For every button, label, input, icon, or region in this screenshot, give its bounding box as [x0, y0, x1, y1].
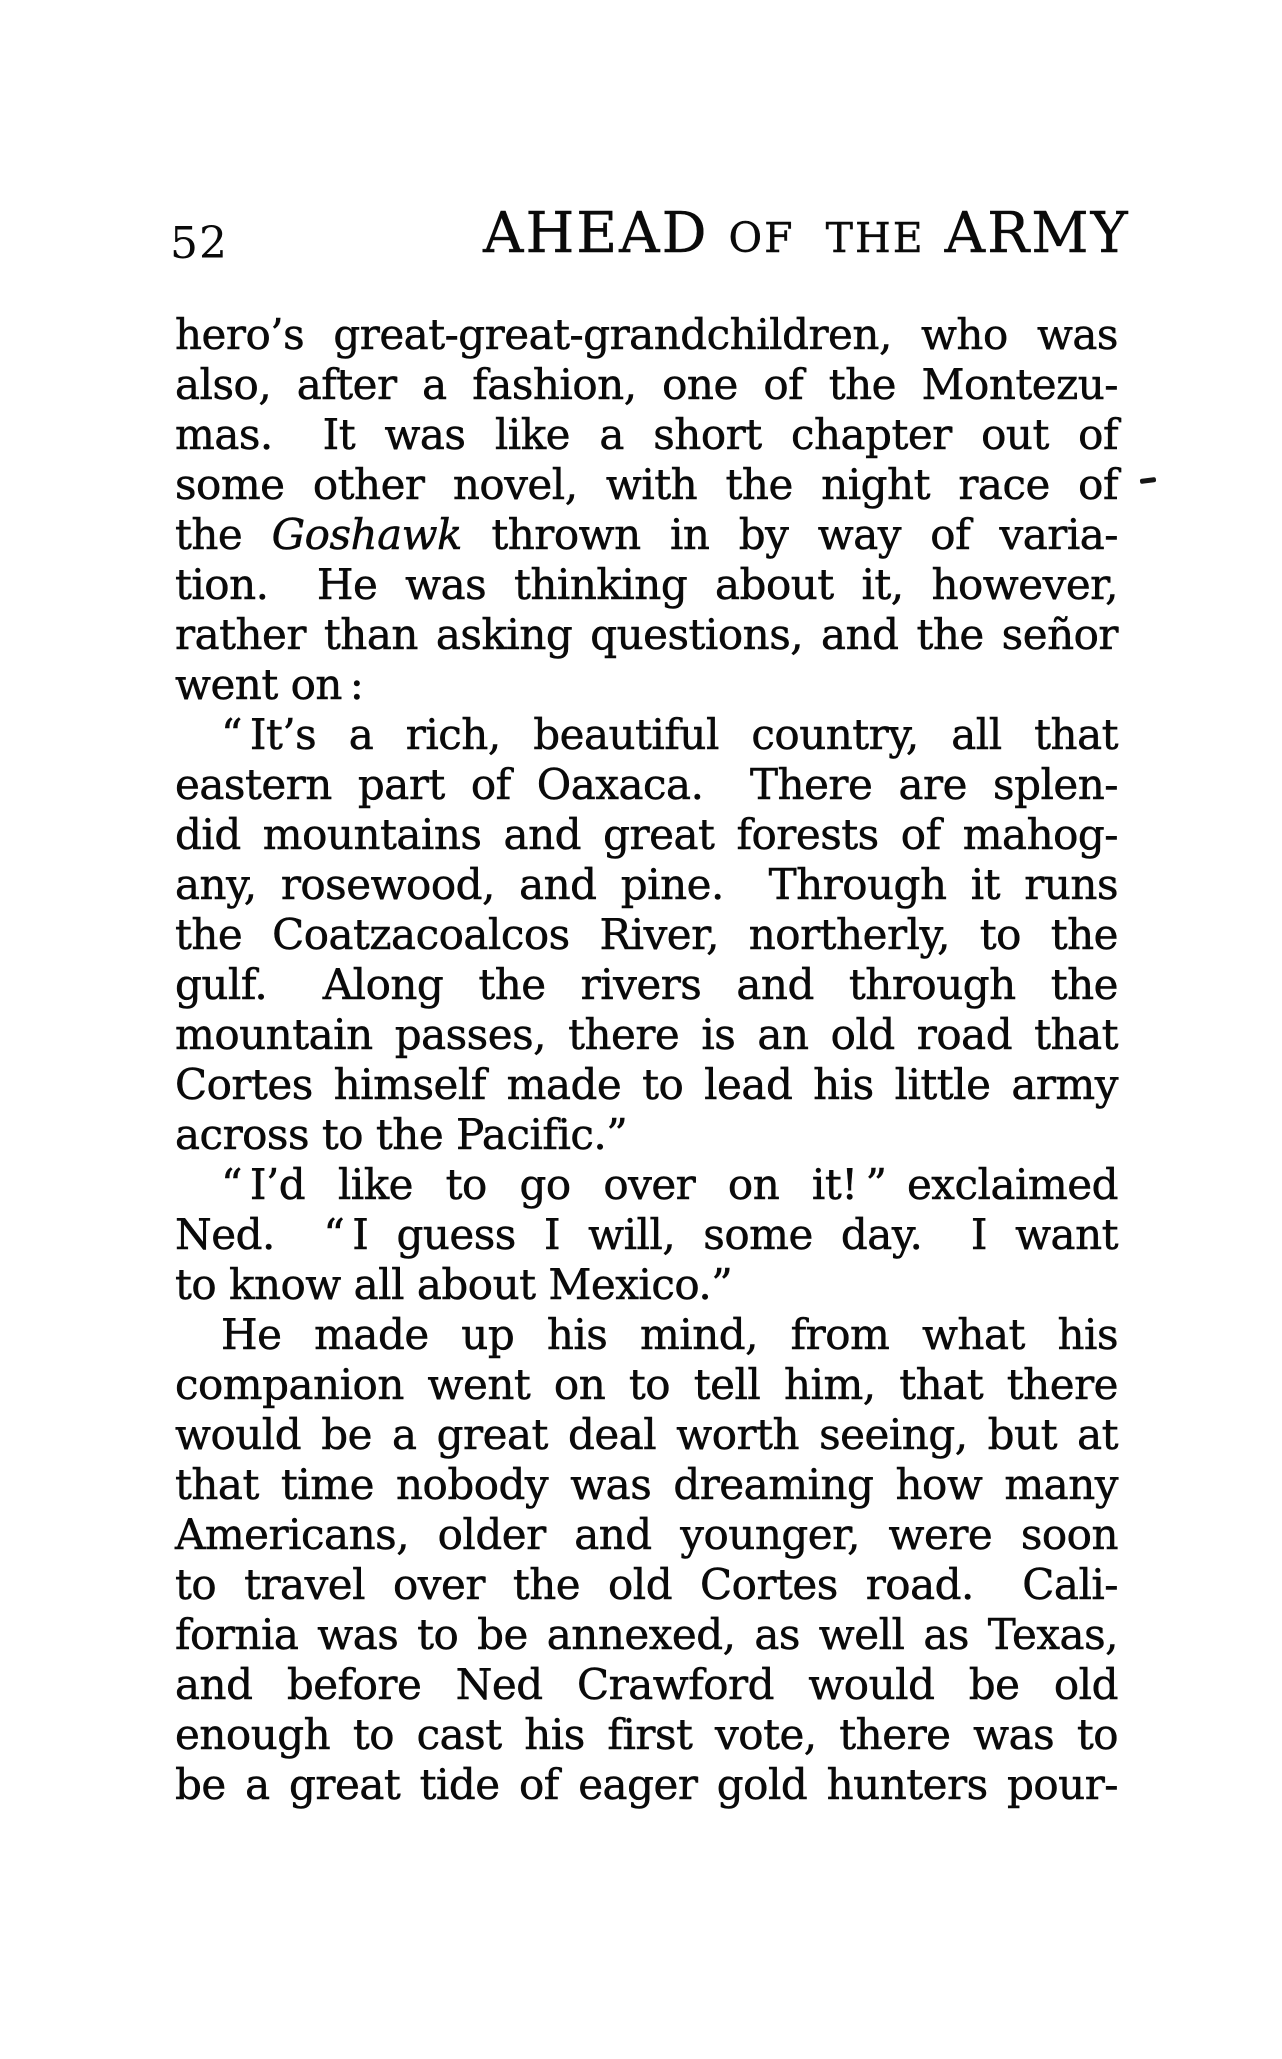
running-title-word-ahead: AHEAD	[483, 201, 709, 266]
text-line: hero’s great-great-grandchildren, who was	[175, 310, 1118, 359]
text-line: some other novel, with the night race of	[175, 460, 1118, 509]
ink-speck	[1140, 477, 1156, 484]
page-number: 52	[170, 218, 228, 269]
text-line: mas. It was like a short chapter out of	[175, 410, 1118, 459]
text-line: across to the Pacific.”	[175, 1110, 628, 1159]
text-line: to travel over the old Cortes road. Cali-	[175, 1560, 1118, 1609]
text-line: the Goshawk thrown in by way of varia-	[175, 510, 1118, 559]
text-line: Cortes himself made to lead his little army	[175, 1060, 1118, 1109]
text-line: mountain passes, there is an old road that	[175, 1010, 1118, 1059]
text-line: tion. He was thinking about it, however,	[175, 560, 1118, 609]
text-line: fornia was to be annexed, as well as Texas,	[175, 1610, 1118, 1659]
text-line: “ It’s a rich, beautiful country, all that	[221, 710, 1118, 759]
running-title-word-army: ARMY	[944, 201, 1130, 266]
text-line: rather than asking questions, and the señor	[175, 610, 1118, 659]
text-line: that time nobody was dreaming how many	[175, 1460, 1118, 1509]
text-line: also, after a fashion, one of the Montezu-	[175, 360, 1118, 409]
text-line: to know all about Mexico.”	[175, 1260, 733, 1309]
body-text	[175, 310, 1118, 1810]
text-line: would be a great deal worth seeing, but at	[175, 1410, 1118, 1459]
text-line: “ I’d like to go over on it! ” exclaimed	[221, 1160, 1118, 1209]
text-line: gulf. Along the rivers and through the	[175, 960, 1118, 1009]
text-line: eastern part of Oaxaca. There are splen-	[175, 760, 1118, 809]
running-title-words-of-the: OF THE	[728, 214, 925, 262]
text-line: went on :	[175, 660, 364, 709]
text-line: and before Ned Crawford would be old	[175, 1660, 1118, 1709]
text-line: Americans, older and younger, were soon	[175, 1510, 1118, 1559]
text-line: any, rosewood, and pine. Through it runs	[175, 860, 1118, 909]
text-line: He made up his mind, from what his	[221, 1310, 1118, 1359]
text-line: enough to cast his first vote, there was to	[175, 1710, 1118, 1759]
text-line: the Coatzacoalcos River, northerly, to the	[175, 910, 1118, 959]
text-line: companion went on to tell him, that there	[175, 1360, 1118, 1409]
text-line: did mountains and great forests of mahog-	[175, 810, 1118, 859]
text-line: Ned. “ I guess I will, some day. I want	[175, 1210, 1118, 1259]
running-title	[483, 201, 1130, 266]
text-line: be a great tide of eager gold hunters pour-	[175, 1760, 1118, 1809]
